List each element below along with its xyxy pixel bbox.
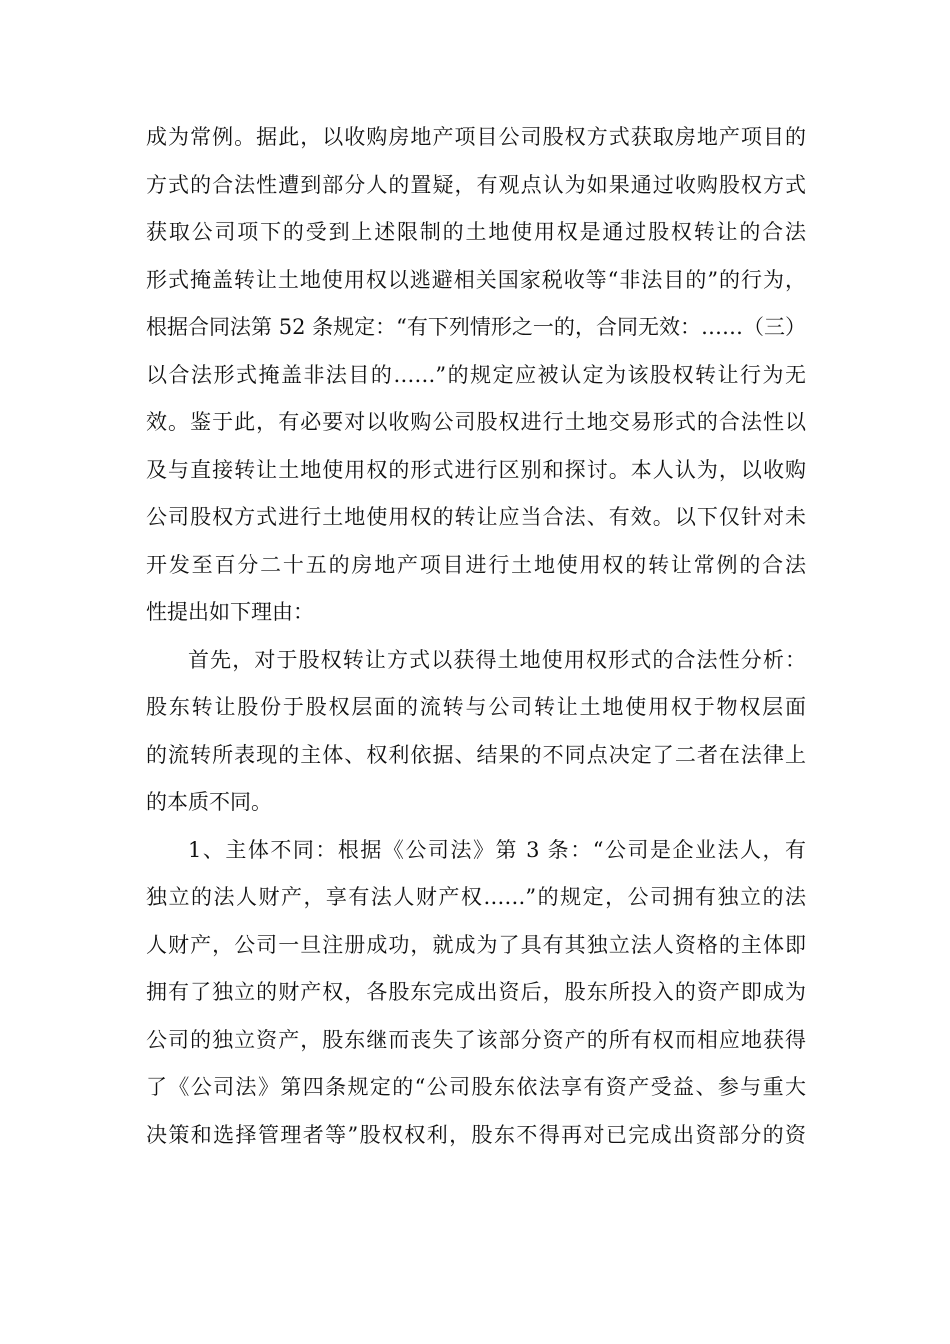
text-line: 及与直接转让土地使用权的形式进行区别和探讨。本人认为，以收购 xyxy=(146,457,806,482)
document-body xyxy=(146,117,806,1162)
text-line: 公司股权方式进行土地使用权的转让应当合法、有效。以下仅针对未 xyxy=(146,505,806,529)
text-line: 人财产，公司一旦注册成功，就成为了具有其独立法人资格的主体即 xyxy=(146,932,806,957)
text-line: 公司的独立资产，股东继而丧失了该部分资产的所有权而相应地获得 xyxy=(146,1027,806,1052)
text-line: 根据合同法第 52 条规定：“有下列情形之一的，合同无效：……（三） xyxy=(146,315,806,339)
text-line: 决策和选择管理者等”股权权利，股东不得再对已完成出资部分的资 xyxy=(146,1122,806,1147)
text-line: 首先，对于股权转让方式以获得土地使用权形式的合法性分析： xyxy=(188,647,806,672)
text-line: 了《公司法》第四条规定的“公司股东依法享有资产受益、参与重大 xyxy=(146,1075,806,1099)
text-line: 的流转所表现的主体、权利依据、结果的不同点决定了二者在法律上 xyxy=(146,742,806,767)
text-line: 的本质不同。 xyxy=(146,790,272,814)
text-line: 拥有了独立的财产权，各股东完成出资后，股东所投入的资产即成为 xyxy=(146,980,806,1004)
text-line: 获取公司项下的受到上述限制的土地使用权是通过股权转让的合法 xyxy=(146,220,806,244)
text-line: 独立的法人财产，享有法人财产权……”的规定，公司拥有独立的法 xyxy=(146,885,806,909)
text-line: 效。鉴于此，有必要对以收购公司股权进行土地交易形式的合法性以 xyxy=(146,410,806,434)
text-line: 开发至百分二十五的房地产项目进行土地使用权的转让常例的合法 xyxy=(146,552,806,577)
text-line: 以合法形式掩盖非法目的……”的规定应被认定为该股权转让行为无 xyxy=(146,362,806,387)
text-line: 1、主体不同：根据《公司法》第 3 条：“公司是企业法人，有 xyxy=(188,837,806,862)
text-line: 形式掩盖转让土地使用权以逃避相关国家税收等“非法目的”的行为， xyxy=(146,267,806,292)
text-line: 成为常例。据此，以收购房地产项目公司股权方式获取房地产项目的 xyxy=(146,125,806,149)
text-line: 股东转让股份于股权层面的流转与公司转让土地使用权于物权层面 xyxy=(146,695,806,719)
text-line: 性提出如下理由： xyxy=(146,600,314,624)
text-line: 方式的合法性遭到部分人的置疑，有观点认为如果通过收购股权方式 xyxy=(146,172,806,197)
